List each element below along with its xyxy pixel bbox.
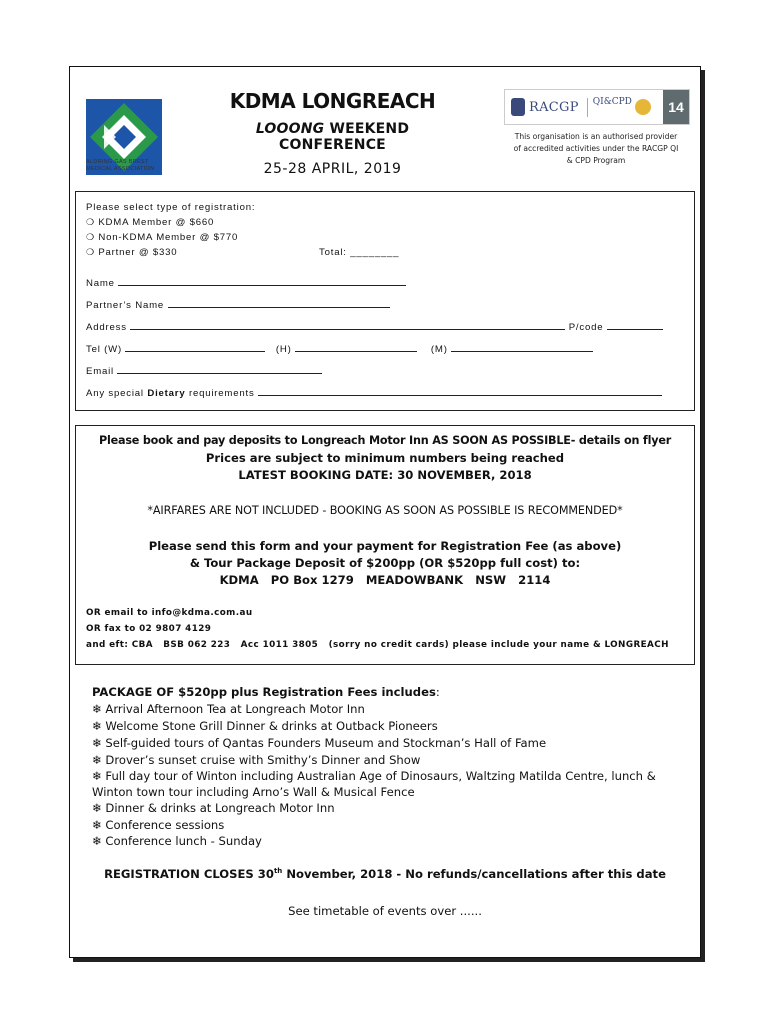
tel-home-blank[interactable] xyxy=(295,342,417,352)
page-title: KDMA LONGREACH xyxy=(229,89,436,113)
conference-dates: 25-28 APRIL, 2019 xyxy=(263,161,402,177)
email-field[interactable] xyxy=(86,364,322,377)
option-label: Partner @ $330 xyxy=(98,247,178,258)
radio-circle-icon[interactable]: ❍ xyxy=(86,232,95,242)
package-item xyxy=(92,801,335,815)
name-blank[interactable] xyxy=(118,276,406,286)
registration-type-prompt: Please select type of registration: xyxy=(86,202,256,213)
closes-text-pre: REGISTRATION CLOSES 30 xyxy=(104,867,274,881)
package-item xyxy=(92,834,262,848)
address-blank[interactable] xyxy=(130,320,565,330)
dietary-bold: Dietary xyxy=(147,388,186,399)
package-item-text: Conference lunch - Sunday xyxy=(105,834,262,848)
option-label: Non-KDMA Member @ $770 xyxy=(98,232,239,243)
package-heading-bold: PACKAGE OF $520pp plus Registration Fees includes xyxy=(92,685,436,699)
tel-home-label: (H) xyxy=(275,344,292,355)
subtitle-rest: WEEKEND CONFERENCE xyxy=(279,121,410,153)
email-blank[interactable] xyxy=(117,364,322,374)
closes-superscript: th xyxy=(273,867,283,876)
package-item-text: Self-guided tours of Qantas Founders Museum and Stockman’s Hall of Fame xyxy=(105,736,547,750)
postal-address: KDMA PO Box 1279 MEADOWBANK NSW 2114 xyxy=(219,573,551,587)
contact-fax: OR fax to 02 9807 4129 xyxy=(86,624,212,634)
name-label: Name xyxy=(86,278,115,289)
partner-name-field[interactable] xyxy=(86,298,390,311)
tel-work-label: Tel (W) xyxy=(86,344,122,355)
registration-closes-notice xyxy=(70,867,700,881)
snowflake-bullet-icon: ❄ xyxy=(92,753,102,767)
snowflake-bullet-icon: ❄ xyxy=(92,801,102,815)
booking-instructions-box xyxy=(75,425,695,665)
package-item-text: Dinner & drinks at Longreach Motor Inn xyxy=(105,801,335,815)
tel-mobile-blank[interactable] xyxy=(451,342,593,352)
snowflake-bullet-icon: ❄ xyxy=(92,769,102,783)
booking-line-1: Please book and pay deposits to Longreach Motor Inn AS SOON AS POSSIBLE- details on flyer xyxy=(98,434,672,447)
address-label: Address xyxy=(86,322,127,333)
package-item xyxy=(92,736,546,750)
package-item-text: Conference sessions xyxy=(105,818,225,832)
logo-caption-line-1: ALDRING GAS BREST xyxy=(86,159,149,165)
send-form-line-2: & Tour Package Deposit of $200pp (OR $520pp full cost) to: xyxy=(189,556,581,570)
registration-details-box xyxy=(75,191,695,411)
package-heading xyxy=(92,685,440,699)
package-item xyxy=(92,818,224,832)
conference-title-block xyxy=(220,89,445,177)
package-item-text: Arrival Afternoon Tea at Longreach Motor Inn xyxy=(105,702,365,716)
email-label: Email xyxy=(86,366,114,377)
subtitle-emphasis: LOOONG xyxy=(255,121,325,137)
address-field[interactable] xyxy=(86,320,663,333)
snowflake-bullet-icon: ❄ xyxy=(92,736,102,750)
package-item-text: Full day tour of Winton including Australian Age of Dinosaurs, Waltzing Matilda Centre, lunch & xyxy=(105,769,656,783)
latest-booking-date: LATEST BOOKING DATE: 30 NOVEMBER, 2018 xyxy=(238,468,532,482)
subtitle xyxy=(220,121,445,153)
snowflake-bullet-icon: ❄ xyxy=(92,719,102,733)
radio-circle-icon[interactable]: ❍ xyxy=(86,217,95,227)
name-field[interactable] xyxy=(86,276,406,289)
dietary-blank[interactable] xyxy=(258,386,662,396)
package-heading-colon: : xyxy=(435,685,440,699)
postcode-blank[interactable] xyxy=(607,320,663,330)
package-item-text: Drover’s sunset cruise with Smithy’s Dinner and Show xyxy=(105,753,421,767)
booking-line-2: Prices are subject to minimum numbers being reached xyxy=(205,451,565,465)
qi-cpd-text: QI&CPD xyxy=(592,96,632,107)
package-item xyxy=(92,753,420,767)
timetable-note: See timetable of events over ...... xyxy=(288,904,482,918)
send-form-line-1: Please send this form and your payment for Registration Fee (as above) xyxy=(148,539,622,553)
snowflake-bullet-icon: ❄ xyxy=(92,834,102,848)
option-partner[interactable] xyxy=(86,247,177,258)
badge-year: 14 xyxy=(663,90,689,124)
radio-circle-icon[interactable]: ❍ xyxy=(86,247,95,257)
registration-form-page xyxy=(69,66,701,958)
airfares-note: *AIRFARES ARE NOT INCLUDED - BOOKING AS SOON AS POSSIBLE IS RECOMMENDED* xyxy=(147,504,623,517)
racgp-crest-icon xyxy=(511,98,525,116)
snowflake-bullet-icon: ❄ xyxy=(92,702,102,716)
option-kdma-member[interactable] xyxy=(86,217,214,228)
tel-mobile-label: (M) xyxy=(430,344,448,355)
telephone-field[interactable] xyxy=(86,342,593,355)
accredited-seal-icon xyxy=(635,99,651,115)
dietary-prefix: Any special xyxy=(86,388,144,399)
snowflake-bullet-icon: ❄ xyxy=(92,818,102,832)
postcode-label: P/code xyxy=(568,322,604,333)
package-item-continued: Winton town tour including Arno’s Wall & Musical Fence xyxy=(92,785,415,799)
partner-name-blank[interactable] xyxy=(168,298,390,308)
dietary-field[interactable] xyxy=(86,386,662,399)
package-item xyxy=(92,719,438,733)
package-item-text: Welcome Stone Grill Dinner & drinks at Outback Pioneers xyxy=(105,719,438,733)
option-non-kdma-member[interactable] xyxy=(86,232,238,243)
total-field[interactable]: Total: ________ xyxy=(319,247,400,258)
partner-name-label: Partner’s Name xyxy=(86,300,165,311)
eft-details: and eft: CBA BSB 062 223 Acc 1011 3805 (sorry no credit cards) please include your name & LONGREACH xyxy=(86,640,669,650)
contact-email: OR email to info@kdma.com.au xyxy=(86,608,253,618)
package-item xyxy=(92,769,656,783)
logo-caption-line-2: MEDICAL ASSOCIATION xyxy=(86,166,155,172)
option-label: KDMA Member @ $660 xyxy=(98,217,215,228)
logo-caption xyxy=(86,159,168,173)
racgp-brand: RACGP xyxy=(529,99,579,115)
dietary-suffix: requirements xyxy=(188,388,255,399)
qi-cpd-label xyxy=(587,98,632,117)
package-item xyxy=(92,702,365,716)
closes-text-post: November, 2018 - No refunds/cancellations after this date xyxy=(282,867,666,881)
tel-work-blank[interactable] xyxy=(125,342,265,352)
accreditation-note: This organisation is an authorised provider of accredited activities under the RACGP QI & CPD Program xyxy=(513,132,679,165)
racgp-badge xyxy=(504,89,690,125)
